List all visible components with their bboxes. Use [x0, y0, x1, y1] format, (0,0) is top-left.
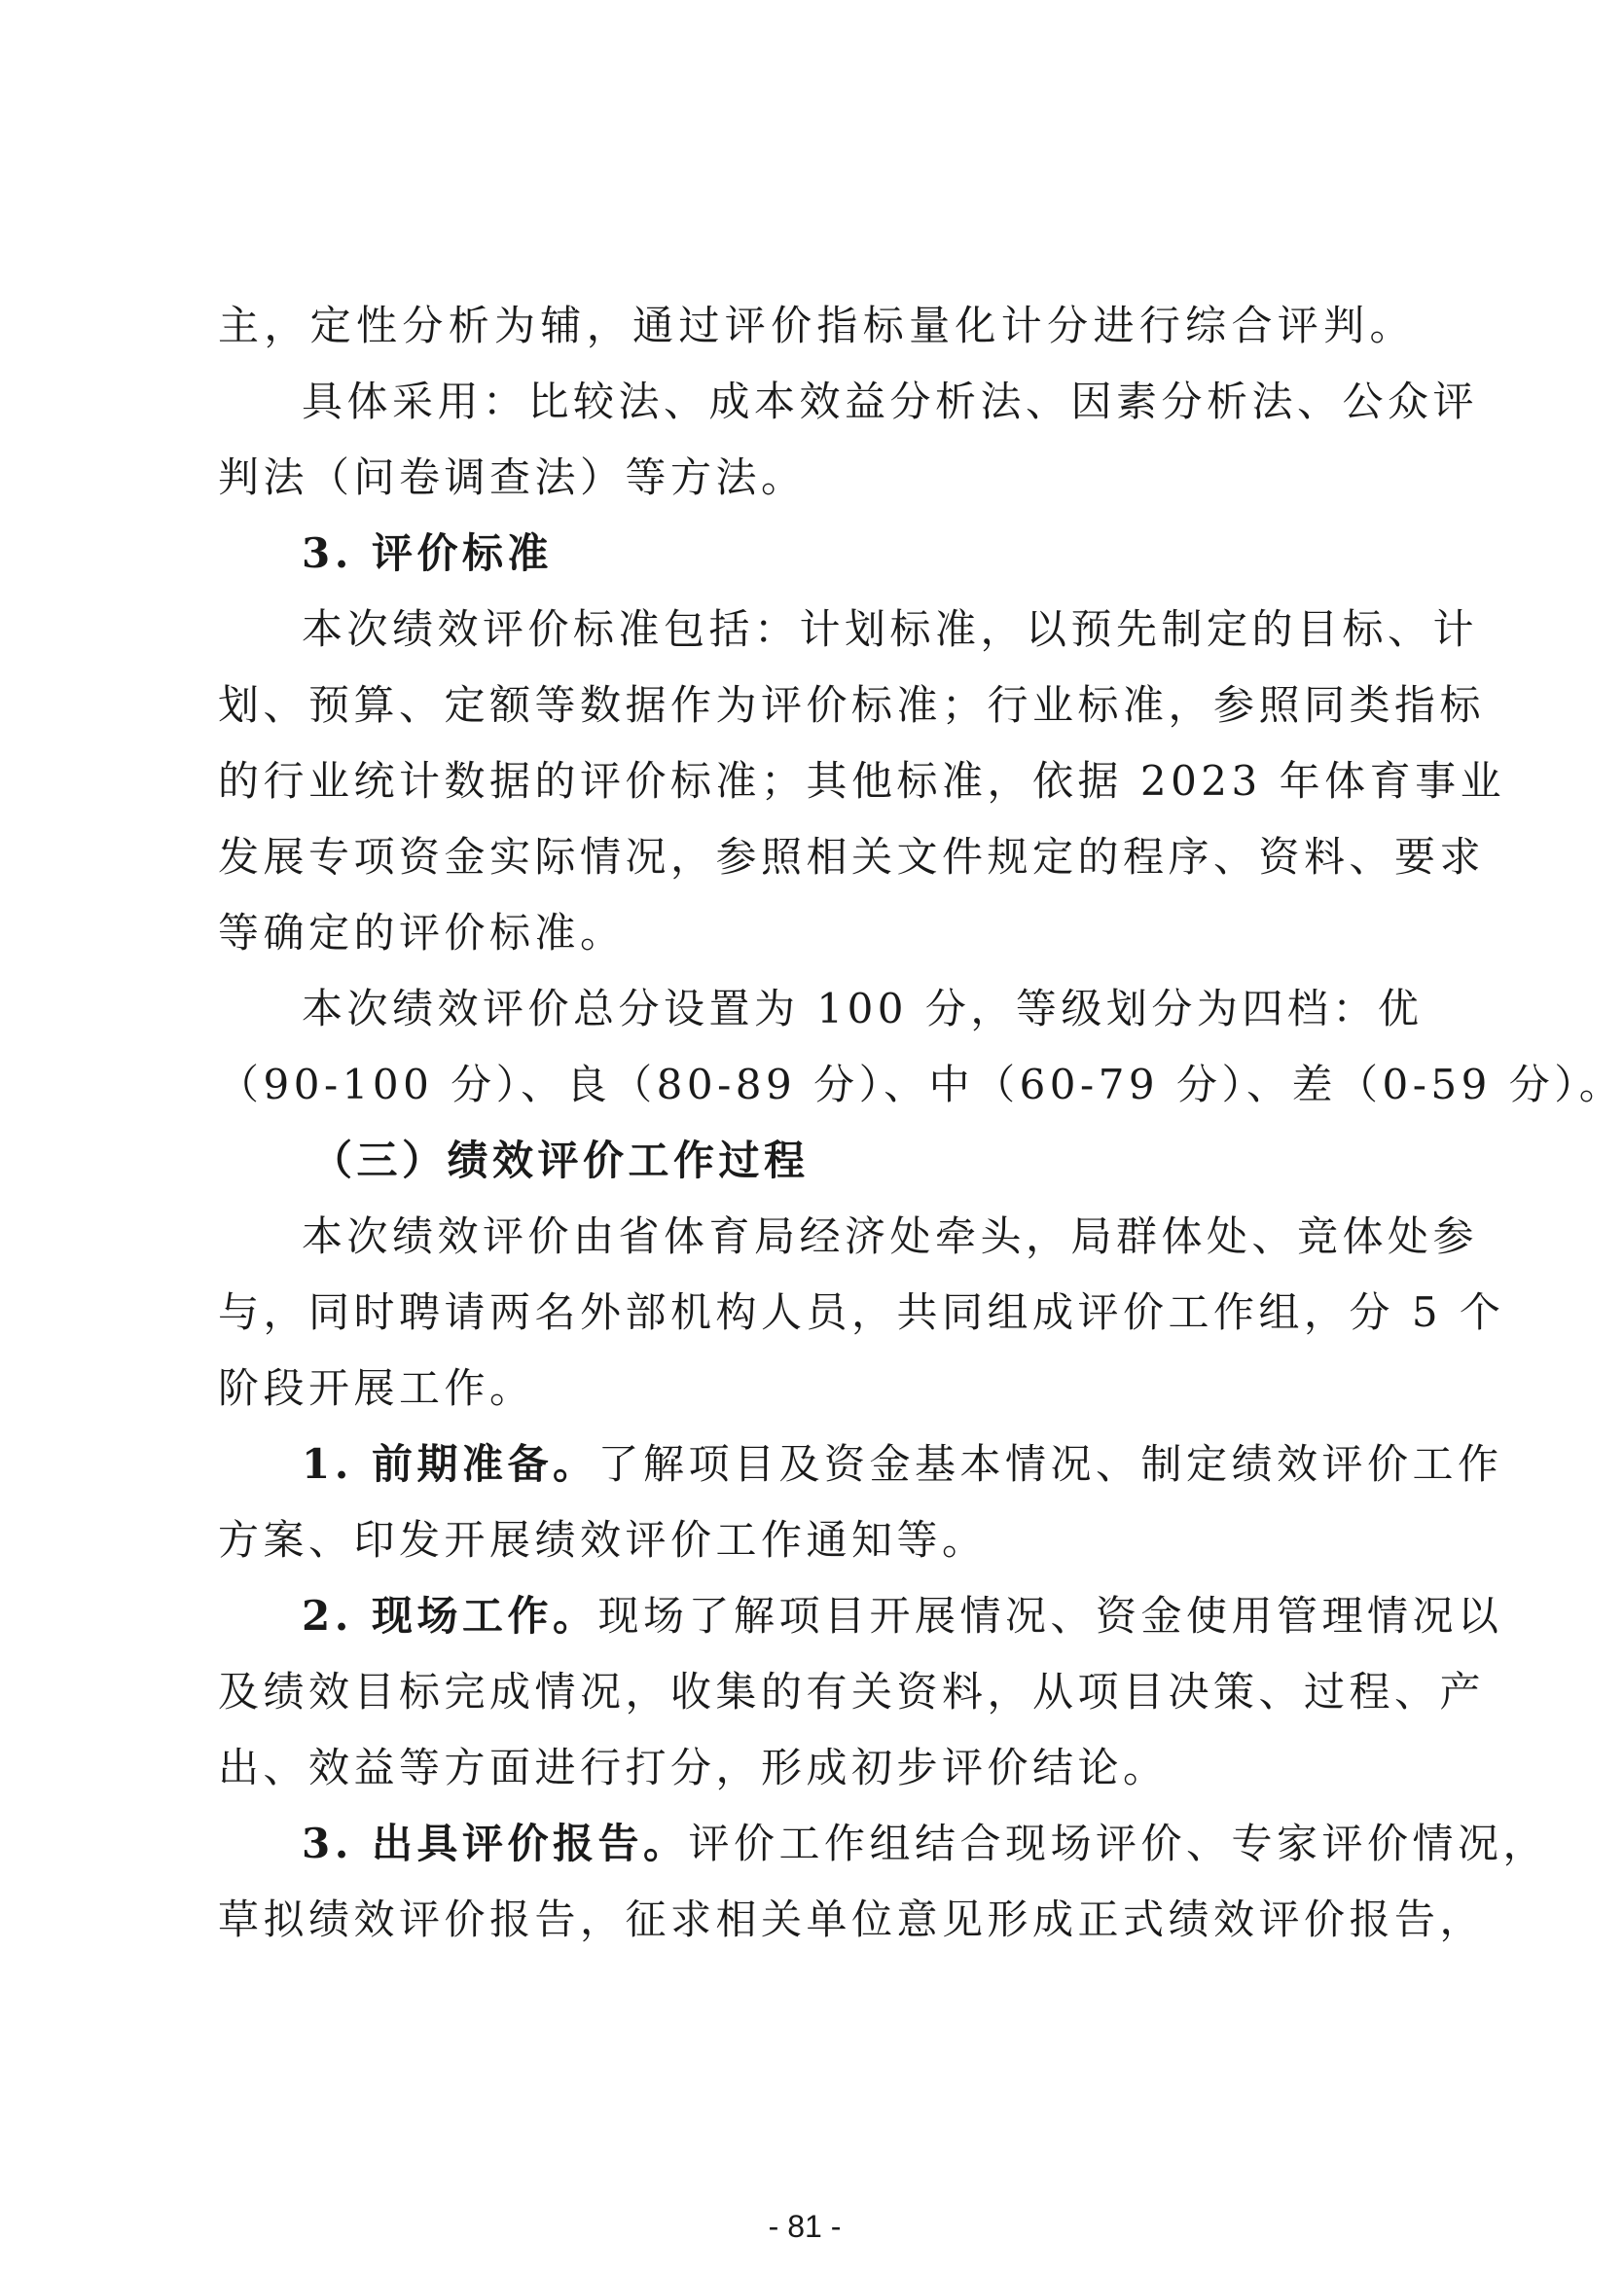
page-number: - 81 -	[768, 2209, 842, 2244]
paragraph-line: 草拟绩效评价报告，征求相关单位意见形成正式绩效评价报告，	[218, 1896, 1486, 1943]
paragraph-line: 本次绩效评价由省体育局经济处牵头，局群体处、竞体处参	[302, 1212, 1479, 1260]
paragraph-line: 划、预算、定额等数据作为评价标准；行业标准，参照同类指标	[218, 681, 1486, 729]
paragraph-line: 阶段开展工作。	[218, 1364, 535, 1412]
paragraph-line: 方案、印发开展绩效评价工作通知等。	[218, 1516, 988, 1564]
step-3-label: 3. 出具评价报告。	[302, 1820, 689, 1867]
paragraph-line: 判法（问卷调查法）等方法。	[218, 453, 807, 501]
paragraph-line: 本次绩效评价总分设置为 100 分，等级划分为四档：优	[302, 985, 1424, 1032]
paragraph-line: （90-100 分）、良（80-89 分）、中（60-79 分）、差（0-59 分）。	[218, 1061, 1624, 1108]
step-1-label: 1. 前期准备。	[302, 1440, 598, 1488]
paragraph-line: 出、效益等方面进行打分，形成初步评价结论。	[218, 1744, 1169, 1791]
paragraph-line: 等确定的评价标准。	[218, 909, 626, 957]
paragraph-line: 主，定性分析为辅，通过评价指标量化计分进行综合评判。	[218, 302, 1415, 349]
paragraph-line: 发展专项资金实际情况，参照相关文件规定的程序、资料、要求	[218, 833, 1486, 881]
section-heading-evaluation-process: （三）绩效评价工作过程	[311, 1137, 810, 1184]
paragraph-line: 的行业统计数据的评价标准；其他标准，依据 2023 年体育事业	[218, 757, 1506, 805]
step-2-line	[218, 1578, 1503, 1654]
paragraph-line: 及绩效目标完成情况，收集的有关资料，从项目决策、过程、产	[218, 1668, 1486, 1716]
step-2-text: 现场了解项目开展情况、资金使用管理情况以	[597, 1592, 1503, 1640]
paragraph-line: 具体采用：比较法、成本效益分析法、因素分析法、公众评	[302, 378, 1479, 425]
section-heading-evaluation-standard: 3. 评价标准	[302, 529, 553, 577]
step-1-line	[218, 1427, 1503, 1502]
step-3-line	[218, 1806, 1548, 1882]
step-1-text: 了解项目及资金基本情况、制定绩效评价工作	[597, 1440, 1503, 1488]
paragraph-line: 与，同时聘请两名外部机构人员，共同组成评价工作组，分 5 个	[218, 1288, 1505, 1336]
paragraph-line: 本次绩效评价标准包括：计划标准，以预先制定的目标、计	[302, 605, 1479, 653]
step-2-label: 2. 现场工作。	[302, 1592, 598, 1640]
step-3-text: 评价工作组结合现场评价、专家评价情况，	[688, 1820, 1548, 1867]
document-body	[218, 288, 1624, 1958]
